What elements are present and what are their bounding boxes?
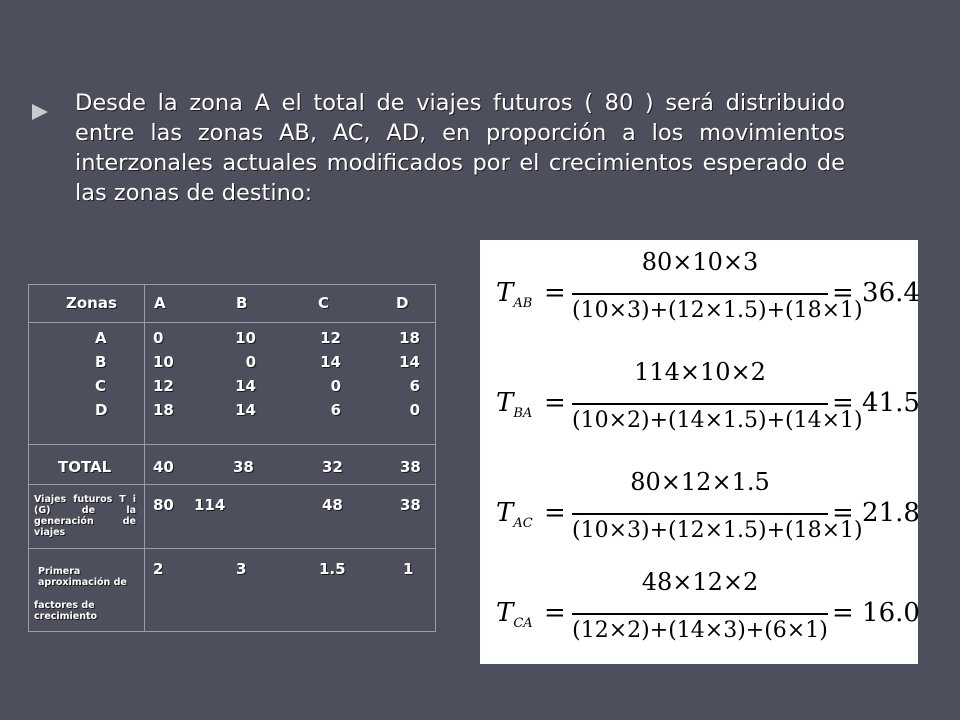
formula-t-ba (480, 354, 918, 450)
cell-a-a: 0 (153, 329, 164, 347)
formula-result: = 21.8 (832, 498, 920, 528)
fraction-bar (572, 513, 828, 515)
total-c: 32 (322, 458, 343, 476)
header-d: D (396, 294, 409, 312)
formula-numerator: 114×10×2 (634, 358, 766, 386)
cell-d-d: 0 (409, 401, 420, 419)
bullet-arrow-icon (32, 104, 48, 120)
total-label: TOTAL (58, 458, 112, 476)
table-divider (28, 322, 436, 323)
formula-t-ac (480, 464, 918, 560)
cell-b-a: 10 (153, 353, 174, 371)
formula-numerator: 80×12×1.5 (630, 468, 770, 496)
table-column-divider (144, 284, 145, 632)
equals-sign: = (544, 598, 566, 628)
future-a: 80 (153, 496, 174, 514)
equals-sign: = (544, 388, 566, 418)
future-b: 114 (194, 496, 226, 514)
row-label-b: B (95, 353, 107, 371)
formula-lhs: $T_{AB}$ (496, 278, 533, 312)
formula-result: = 16.0 (832, 598, 920, 628)
total-b: 38 (233, 458, 254, 476)
future-trips-label: Viajes futuros T i (G) de la generación de viajes (34, 494, 136, 538)
formula-t-ca (480, 564, 918, 660)
factor-d: 1 (403, 560, 414, 578)
future-c: 48 (322, 496, 343, 514)
cell-a-b: 10 (235, 329, 256, 347)
cell-a-d: 18 (399, 329, 420, 347)
table-border-left (28, 284, 29, 632)
header-zonas: Zonas (66, 294, 117, 312)
formula-result: = 41.5 (832, 388, 920, 418)
total-d: 38 (400, 458, 421, 476)
cell-b-c: 14 (320, 353, 341, 371)
formula-denominator: (10×3)+(12×1.5)+(18×1) (572, 298, 863, 323)
formula-numerator: 80×10×3 (641, 248, 759, 276)
table-border-bottom (28, 631, 436, 632)
cell-c-b: 14 (235, 377, 256, 395)
equals-sign: = (544, 498, 566, 528)
table-divider (28, 548, 436, 549)
table-divider (28, 484, 436, 485)
table-divider (28, 444, 436, 445)
equals-sign: = (544, 278, 566, 308)
fraction-bar (572, 613, 828, 615)
row-label-d: D (95, 401, 108, 419)
header-b: B (236, 294, 248, 312)
cell-a-c: 12 (320, 329, 341, 347)
row-label-a: A (95, 329, 107, 347)
formula-result: = 36.4 (832, 278, 920, 308)
factor-c: 1.5 (319, 560, 346, 578)
trip-table (28, 284, 436, 632)
intro-paragraph: Desde la zona A el total de viajes futuros ( 80 ) será distribuido entre las zonas AB, AC, AD, en proporción a los movimientos interzonales actuales modificados por el crecimientos esperado de las zonas de destino: (75, 90, 845, 206)
formula-panel (480, 240, 918, 664)
formula-t-ab (480, 244, 918, 340)
cell-b-b: 0 (245, 353, 256, 371)
cell-d-c: 6 (330, 401, 341, 419)
header-a: A (154, 294, 166, 312)
fraction-bar (572, 403, 828, 405)
factor-a: 2 (153, 560, 164, 578)
total-a: 40 (153, 458, 174, 476)
formula-lhs: $T_{BA}$ (496, 388, 533, 422)
table-border-top (28, 284, 436, 285)
cell-c-c: 0 (330, 377, 341, 395)
formula-denominator: (10×2)+(14×1.5)+(14×1) (572, 408, 863, 433)
cell-d-a: 18 (153, 401, 174, 419)
factors-label-1: Primera aproximación de (38, 566, 127, 588)
formula-numerator: 48×12×2 (641, 568, 759, 596)
formula-lhs: $T_{AC}$ (496, 498, 533, 532)
formula-denominator: (12×2)+(14×3)+(6×1) (572, 618, 828, 643)
cell-b-d: 14 (399, 353, 420, 371)
cell-c-a: 12 (153, 377, 174, 395)
cell-d-b: 14 (235, 401, 256, 419)
cell-c-d: 6 (409, 377, 420, 395)
formula-lhs: $T_{CA}$ (496, 598, 533, 632)
formula-denominator: (10×3)+(12×1.5)+(18×1) (572, 518, 863, 543)
table-border-right (435, 284, 436, 632)
factors-label-2: factores de crecimiento (34, 600, 98, 622)
future-d: 38 (400, 496, 421, 514)
header-c: C (318, 294, 330, 312)
row-label-c: C (95, 377, 107, 395)
factor-b: 3 (236, 560, 247, 578)
fraction-bar (572, 293, 828, 295)
